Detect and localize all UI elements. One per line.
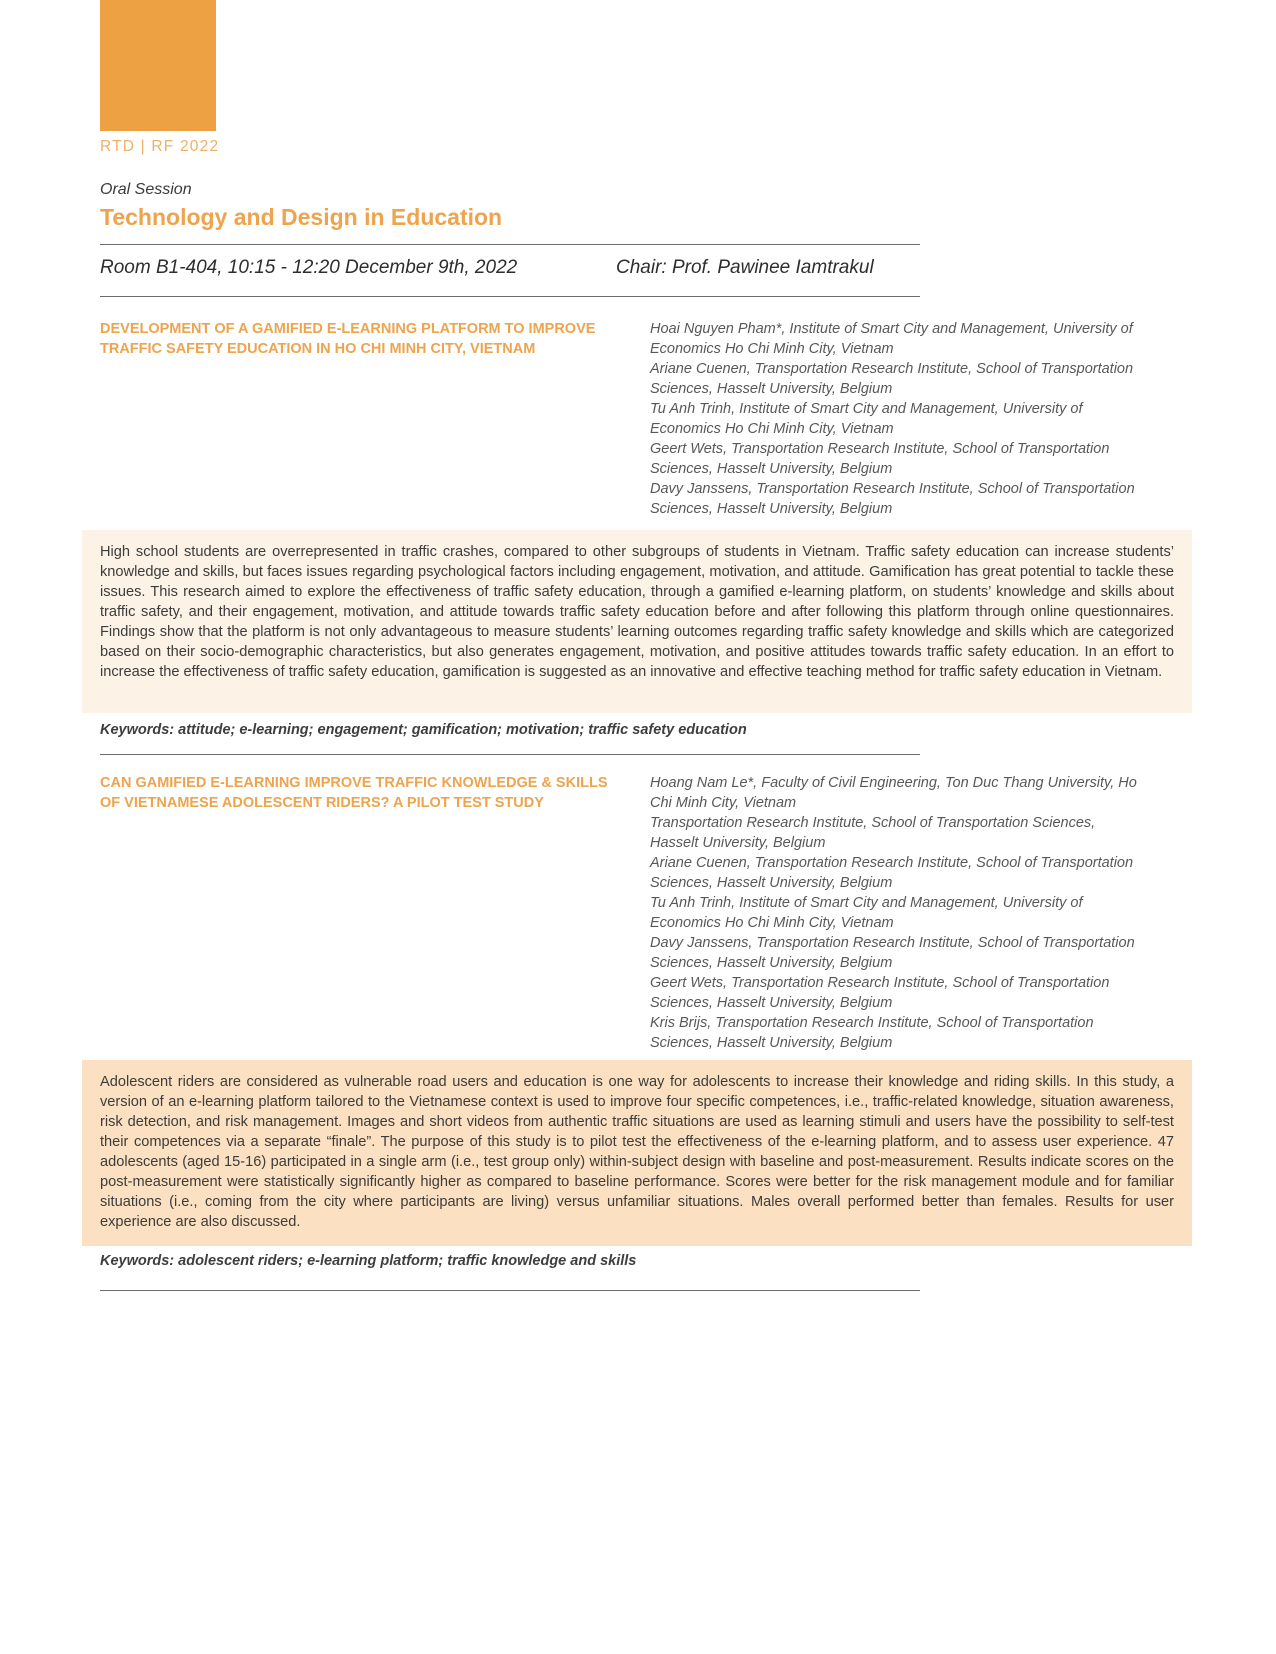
paper-title [100,773,620,813]
author-line: Kris Brijs, Transportation Research Institute, School of Transportation [650,1015,1094,1031]
author-line: Hoang Nam Le*, Faculty of Civil Engineering, Ton Duc Thang University, Ho [650,775,1137,791]
divider [100,754,920,755]
author-line: Economics Ho Chi Minh City, Vietnam [650,421,894,437]
author-line: Hasselt University, Belgium [650,835,826,851]
session-room-time: Room B1-404, 10:15 - 12:20 December 9th, 2022 [100,257,518,278]
author-line: Economics Ho Chi Minh City, Vietnam [650,915,894,931]
author-line: Sciences, Hasselt University, Belgium [650,461,893,477]
divider [100,1290,920,1291]
author-line: Sciences, Hasselt University, Belgium [650,381,893,397]
paper-keywords: Keywords: attitude; e-learning; engagement; gamification; motivation; traffic safety education [100,722,747,738]
author-line: Ariane Cuenen, Transportation Research Institute, School of Transportation [650,855,1134,871]
author-line: Geert Wets, Transportation Research Institute, School of Transportation [650,441,1110,457]
author-line: Sciences, Hasselt University, Belgium [650,1035,893,1051]
author-line: Sciences, Hasselt University, Belgium [650,955,893,971]
session-title: Technology and Design in Education [100,204,503,230]
abstract-box [82,530,1192,713]
abstract-text: High school students are overrepresented in traffic crashes, compared to other subgroups of students in Vietnam. Traffic safety education can increase students’ knowledge and skills, but faces issues regarding psychological factors including engagement, motivation, and attitude. Gamification has great potential to tackle these issues. This research aimed to explore the effectiveness of traffic safety education, through a gamified e-learning platform, on students’ knowledge and skills about traffic safety, and their engagement, motivation, and attitude towards traffic safety education before and after following this platform through online questionnaires. Findings show that the platform is not only advantageous to measure students’ learning outcomes regarding traffic safety knowledge and skills which are categorized based on their socio-demographic characteristics, but also generates engagement, motivation, and positive attitudes towards traffic safety education. In an effort to increase the effectiveness of traffic safety education, gamification is suggested as an innovative and effective teaching method for traffic safety education in Vietnam. [100,544,1174,680]
author-line: Chi Minh City, Vietnam [650,795,797,811]
author-line: Economics Ho Chi Minh City, Vietnam [650,341,894,357]
author-line: Geert Wets, Transportation Research Institute, School of Transportation [650,975,1110,991]
abstract-text: Adolescent riders are considered as vulnerable road users and education is one way for adolescents to increase their knowledge and riding skills. In this study, a version of an e-learning platform tailored to the Vietnamese context is used to improve four specific competences, i.e., traffic-related knowledge, situation awareness, risk detection, and risk management. Images and short videos from authentic traffic situations are used as learning stimuli and users have the possibility to self-test their competences via a separate “finale”. The purpose of this study is to pilot test the effectiveness of the e-learning platform, and to assess user experience. 47 adolescents (aged 15-16) participated in a single arm (i.e., test group only) within-subject design with baseline and post-measurement. Results indicate scores on the post-measurement were statistically significantly higher as compared to baseline performance. Scores were better for the risk management module and for familiar situations (i.e., coming from the city where participants are living) versus unfamiliar situations. Males overall performed better than females. Results for user experience are also discussed. [100,1074,1174,1230]
author-line: Davy Janssens, Transportation Research Institute, School of Transportation [650,481,1135,497]
decorative-orange-block [100,0,216,131]
session-type: Oral Session [100,181,192,198]
author-line: Tu Anh Trinh, Institute of Smart City and Management, University of [650,401,1083,417]
author-line: Tu Anh Trinh, Institute of Smart City and Management, University of [650,895,1083,911]
paper-title-line: TRAFFIC SAFETY EDUCATION IN HO CHI MINH CITY, VIETNAM [100,341,536,357]
divider [100,244,920,245]
paper-title [100,319,620,359]
paper-keywords: Keywords: adolescent riders; e-learning platform; traffic knowledge and skills [100,1253,637,1269]
paper-title-line: OF VIETNAMESE ADOLESCENT RIDERS? A PILOT TEST STUDY [100,795,544,811]
paper-authors [650,773,1180,1053]
divider [100,296,920,297]
conference-tag: RTD | RF 2022 [100,138,220,155]
author-line: Sciences, Hasselt University, Belgium [650,501,893,517]
paper-title-line: CAN GAMIFIED E-LEARNING IMPROVE TRAFFIC KNOWLEDGE & SKILLS [100,775,608,791]
author-line: Davy Janssens, Transportation Research Institute, School of Transportation [650,935,1135,951]
session-chair: Chair: Prof. Pawinee Iamtrakul [616,257,874,278]
author-line: Hoai Nguyen Pham*, Institute of Smart City and Management, University of [650,321,1133,337]
author-line: Sciences, Hasselt University, Belgium [650,875,893,891]
author-line: Ariane Cuenen, Transportation Research Institute, School of Transportation [650,361,1134,377]
author-line: Transportation Research Institute, School of Transportation Sciences, [650,815,1096,831]
paper-title-line: DEVELOPMENT OF A GAMIFIED E-LEARNING PLATFORM TO IMPROVE [100,321,596,337]
author-line: Sciences, Hasselt University, Belgium [650,995,893,1011]
abstract-box [82,1060,1192,1246]
paper-authors [650,319,1180,519]
